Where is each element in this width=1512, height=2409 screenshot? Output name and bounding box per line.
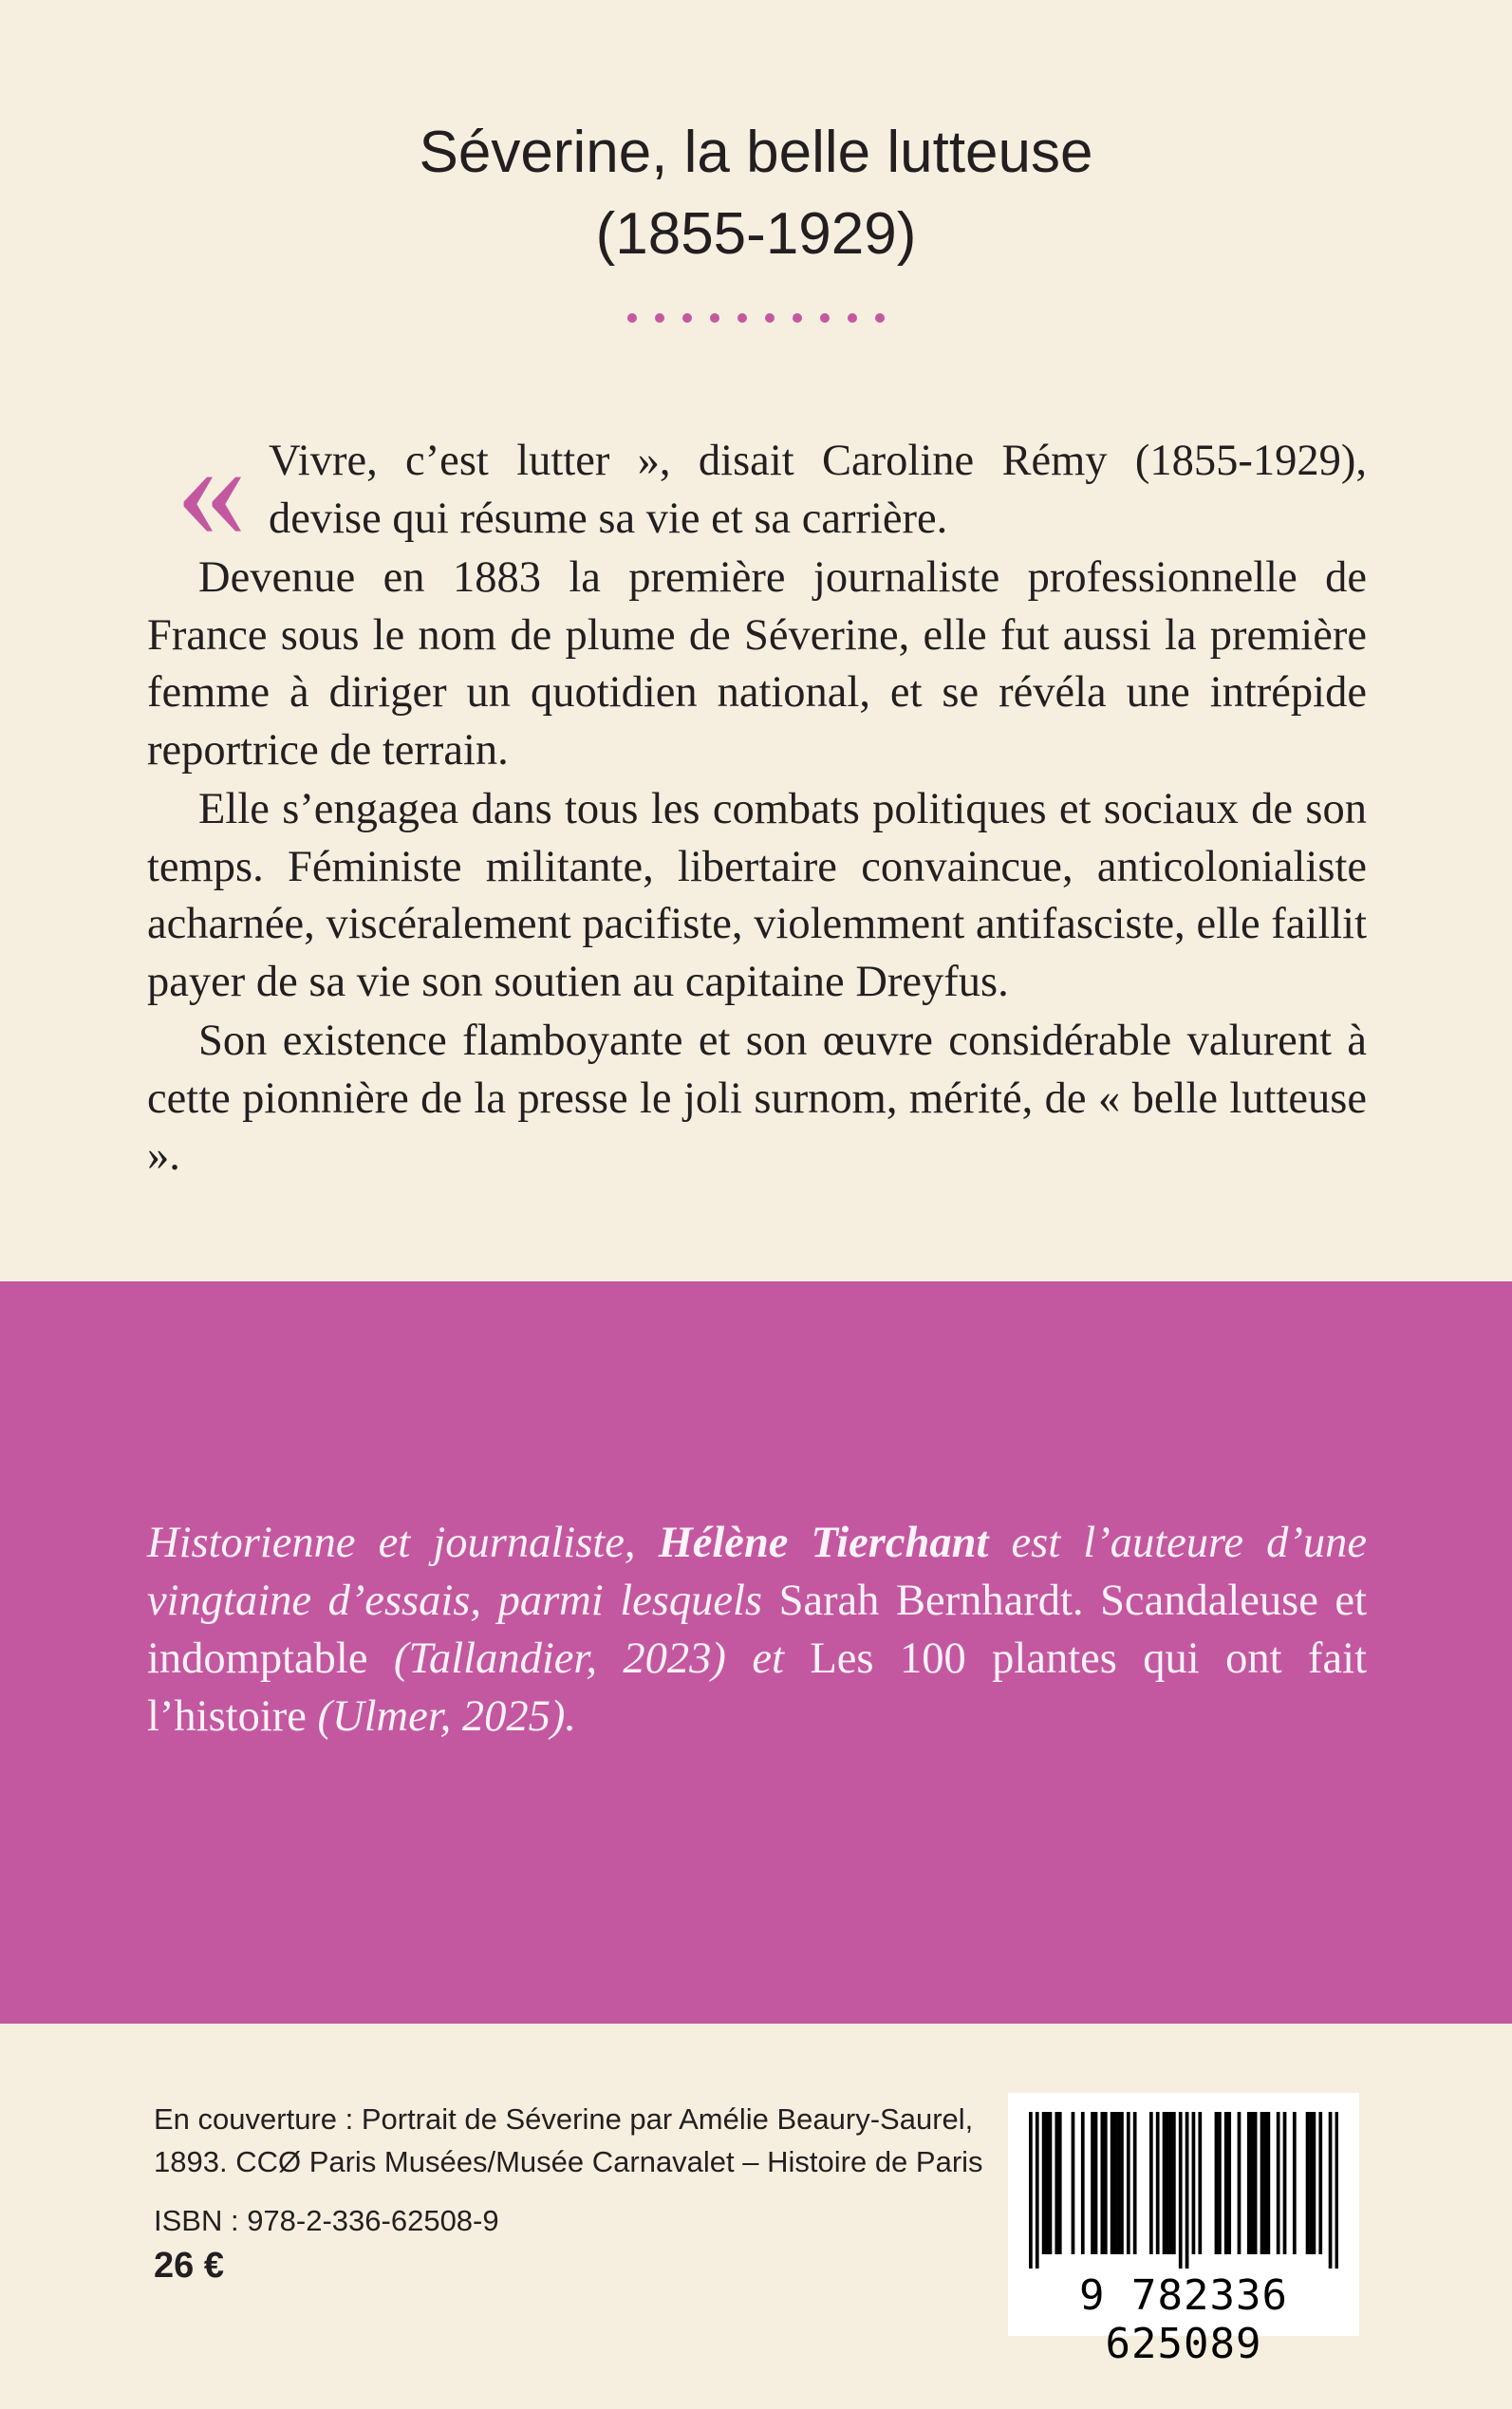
divider-dot	[627, 313, 637, 323]
opening-quote-mark: «	[176, 410, 247, 568]
barcode-bar	[1029, 2112, 1033, 2269]
barcode-bar	[1250, 2112, 1254, 2254]
barcode-bar	[1318, 2112, 1322, 2254]
blurb-text	[147, 410, 1367, 1187]
barcode-bar	[1163, 2112, 1167, 2254]
barcode-bar	[1277, 2112, 1280, 2254]
book-title	[0, 112, 1512, 275]
barcode	[1008, 2093, 1359, 2368]
author-band	[0, 1281, 1512, 2024]
barcode-bar	[1335, 2112, 1338, 2269]
barcode-bar	[1120, 2112, 1124, 2254]
barcode-bar	[1185, 2112, 1189, 2269]
barcode-bar	[1172, 2112, 1176, 2254]
barcode-bar	[1055, 2112, 1058, 2254]
barcode-bar	[1127, 2112, 1130, 2254]
book-publisher-1: (Tallandier, 2023) et	[367, 1634, 811, 1683]
dotted-divider	[0, 313, 1512, 323]
blurb-paragraph-1-text: Vivre, c’est lutter », disait Caroline Rémy (1855-1929), devise qui résume sa vie et sa carrière.	[269, 437, 1367, 543]
divider-dot	[710, 313, 719, 323]
barcode-bar	[1309, 2112, 1313, 2254]
barcode-bar	[1179, 2112, 1183, 2269]
barcode-bar	[1166, 2112, 1169, 2254]
barcode-bar	[1036, 2112, 1039, 2269]
divider-dot	[682, 313, 692, 323]
barcode-bar	[1133, 2112, 1137, 2254]
barcode-bar	[1238, 2112, 1241, 2254]
cover-credit: En couverture : Portrait de Séverine par Amélie Beaury-Saurel, 1893. CCØ Paris Musées/Musée Carnavalet – Histoire de Paris	[154, 2102, 983, 2178]
barcode-bar	[1081, 2112, 1085, 2254]
divider-dot	[737, 313, 747, 323]
divider-dot	[848, 313, 857, 323]
divider-dot	[765, 313, 775, 323]
blurb-paragraph-1	[147, 410, 1367, 568]
barcode-bar	[1227, 2112, 1231, 2254]
barcode-bar	[1049, 2112, 1053, 2254]
barcode-bar	[1254, 2112, 1258, 2254]
price: 26 €	[154, 2246, 224, 2286]
barcode-bar	[1293, 2112, 1297, 2254]
barcode-bar	[1306, 2112, 1310, 2254]
barcode-bar	[1094, 2112, 1098, 2254]
barcode-bar	[1104, 2112, 1108, 2254]
book-title-2: Les 100 plantes qui ont fait l’histoire	[147, 1634, 1368, 1741]
blurb-paragraph-2: Devenue en 1883 la première journaliste professionnelle de France sous le nom de plume de Séverine, elle fut aussi la première femme à diriger un quotidien national, et se révéla une intrépide reportrice de terrain.	[147, 553, 1367, 775]
divider-dot	[655, 313, 664, 323]
barcode-bar	[1091, 2112, 1094, 2254]
barcode-number: 9 782336 625089	[1079, 2271, 1288, 2368]
author-bio-intro: Historienne et journaliste,	[147, 1519, 659, 1567]
barcode-bar	[1247, 2112, 1251, 2254]
book-publisher-2: (Ulmer, 2025).	[306, 1692, 577, 1741]
title-line-2: (1855-1929)	[595, 201, 917, 267]
author-bio	[147, 1514, 1367, 1746]
barcode-bar	[1198, 2112, 1202, 2254]
barcode-bar	[1218, 2112, 1222, 2254]
barcode-bar	[1215, 2112, 1219, 2254]
barcode-bar	[1263, 2112, 1267, 2254]
barcode-bar	[1072, 2112, 1075, 2254]
divider-dot	[875, 313, 885, 323]
barcode-bar	[1329, 2112, 1333, 2269]
barcode-bar	[1045, 2112, 1049, 2254]
barcode-bar	[1313, 2112, 1316, 2254]
blurb-paragraph-3: Elle s’engagea dans tous les combats politiques et sociaux de son temps. Féministe militante, libertaire convaincue, anticolonialiste acharnée, viscéralement pacifiste, violemment antifasciste, elle faillit payer de sa vie son soutien au capitaine Dreyfus.	[147, 785, 1367, 1006]
barcode-bar	[1260, 2112, 1264, 2254]
barcode-bar	[1111, 2112, 1114, 2254]
divider-dot	[820, 313, 830, 323]
isbn: ISBN : 978-2-336-62508-9	[154, 2204, 499, 2237]
barcode-bar	[1149, 2112, 1153, 2254]
blurb-paragraph-4: Son existence flamboyante et son œuvre considérable valurent à cette pionnière de la presse le joli surnom, mérité, de « belle lutteuse ».	[147, 1017, 1367, 1180]
barcode-bar	[1058, 2112, 1062, 2254]
author-bio-works-intro: est l’auteure d’une vingtaine d’essais, parmi lesquels	[147, 1519, 1367, 1625]
author-name: Hélène Tierchant	[658, 1519, 989, 1567]
book-title-1: Sarah Bernhardt. Scandaleuse et indomptable	[147, 1577, 1367, 1683]
barcode-bar	[1283, 2112, 1287, 2254]
barcode-bar	[1169, 2112, 1173, 2254]
barcode-bar	[1224, 2112, 1228, 2254]
barcode-bar	[1113, 2112, 1117, 2254]
title-line-1: Séverine, la belle lutteuse	[419, 120, 1093, 185]
barcode-bar	[1100, 2112, 1104, 2254]
barcode-bar	[1156, 2112, 1160, 2254]
barcode-bar	[1042, 2112, 1046, 2254]
barcode-bars	[1029, 2112, 1338, 2269]
barcode-bar	[1192, 2112, 1196, 2254]
barcode-bar	[1117, 2112, 1121, 2254]
barcode-bar	[1267, 2112, 1271, 2254]
divider-dot	[793, 313, 802, 323]
